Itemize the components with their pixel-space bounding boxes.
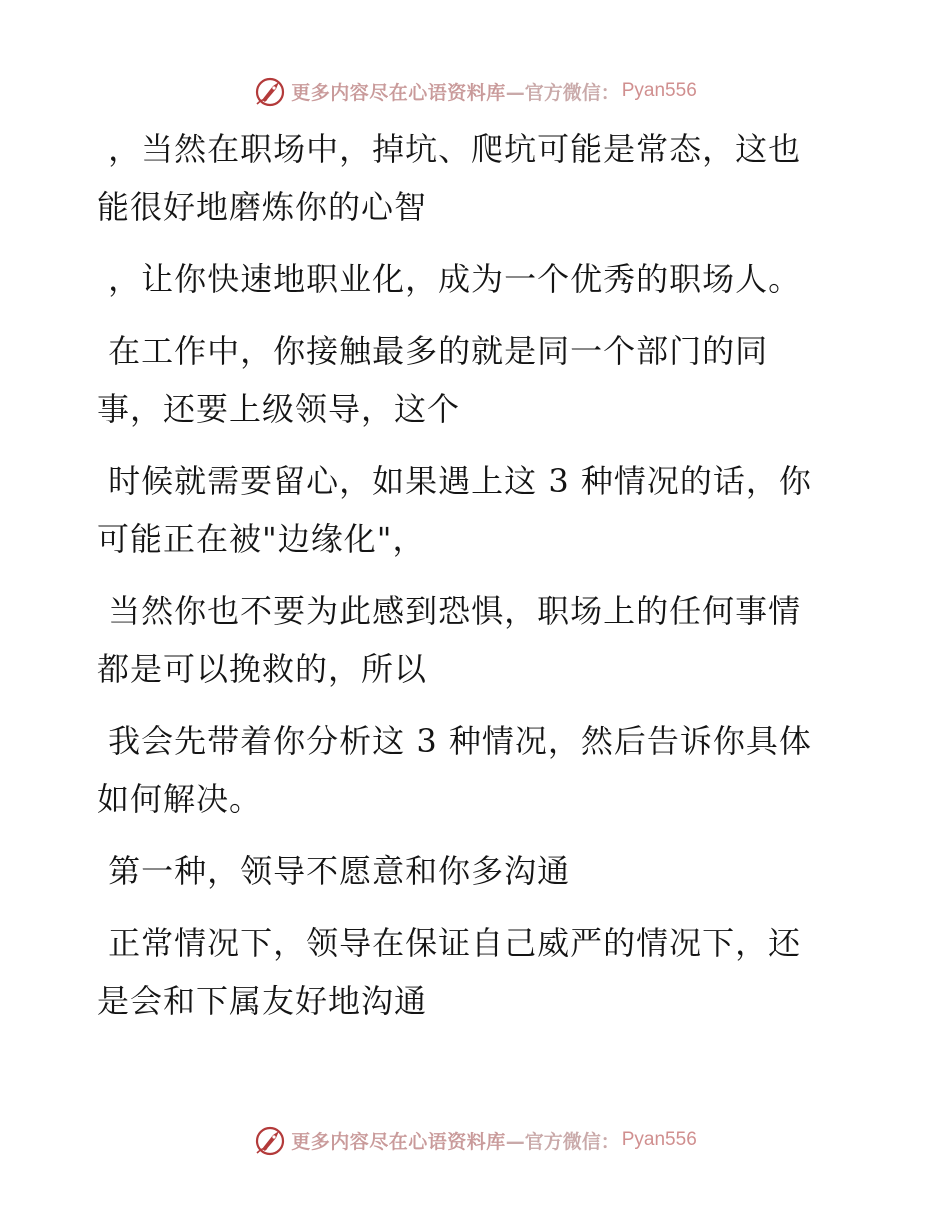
section-heading: 第一种，领导不愿意和你多沟通 <box>97 852 571 890</box>
paragraph-3: 在工作中，你接触最多的就是同一个部门的同 事，还要上级领导，这个 <box>97 332 769 428</box>
paragraph-1: ，当然在职场中，掉坑、爬坑可能是常态，这也 能很好地磨炼你的心智 <box>97 130 802 226</box>
footer-banner-separator: —官方微信： <box>505 1130 620 1153</box>
document-body <box>97 120 837 1044</box>
header-banner <box>0 71 950 111</box>
header-wechat-id: Pyan556 <box>621 80 697 101</box>
paragraph-6: 我会先带着你分析这 3 种情况，然后告诉你具体 如何解决。 <box>97 722 812 818</box>
header-banner-text: 更多内容尽在心语资料库 <box>291 81 506 104</box>
footer-banner-text: 更多内容尽在心语资料库 <box>291 1130 506 1153</box>
paragraph-5: 当然你也不要为此感到恐惧，职场上的任何事情 都是可以挽救的，所以 <box>97 592 802 688</box>
footer-wechat-id: Pyan556 <box>621 1129 697 1150</box>
paragraph-7: 正常情况下，领导在保证自己威严的情况下，还 是会和下属友好地沟通 <box>97 924 802 1020</box>
pen-nib-logo-icon <box>253 74 287 108</box>
header-banner-separator: —官方微信： <box>505 81 620 104</box>
paragraph-2: ，让你快速地职业化，成为一个优秀的职场人。 <box>97 260 802 298</box>
footer-banner <box>0 1120 950 1160</box>
pen-nib-logo-icon <box>253 1123 287 1157</box>
paragraph-4: 时候就需要留心，如果遇上这 3 种情况的话，你 可能正在被"边缘化"， <box>97 462 812 558</box>
